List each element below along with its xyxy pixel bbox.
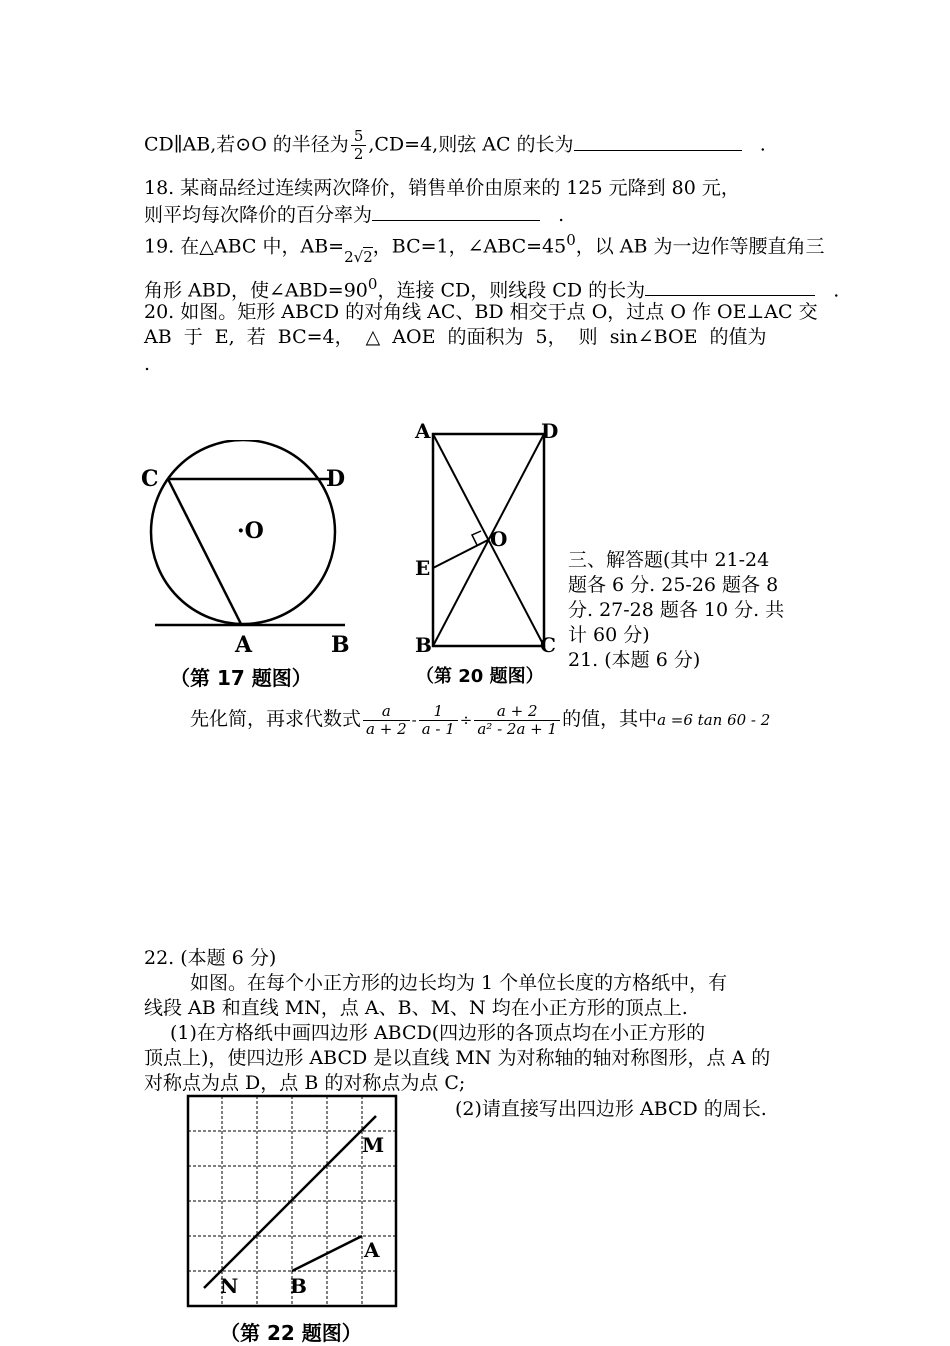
label-m: M [362, 1133, 385, 1157]
label-c: C [540, 633, 556, 657]
label-e: E [415, 556, 431, 580]
q20-line3: . [144, 353, 151, 375]
answer-blank-18[interactable] [372, 202, 540, 221]
label-o: ·O [237, 518, 264, 544]
caption-fig22: （第 22 题图） [220, 1321, 362, 1345]
q17-tail-line: CD∥AB,若⊙O 的半径为 $\frac{5}{2}$ ,CD=4,则弦 AC 的长为 . [144, 127, 766, 163]
label-n: N [220, 1274, 239, 1298]
q21-header: 21. (本题 6 分) [568, 649, 701, 671]
label-b: B [415, 633, 432, 657]
label-d: D [326, 466, 346, 492]
q18-line2: 则平均每次降价的百分率为 . [144, 204, 565, 226]
q22-header: 22. (本题 6 分) [144, 947, 277, 969]
q22-p2: 线段 AB 和直线 MN，点 A、B、M、N 均在小正方形的顶点上. [144, 997, 688, 1019]
right-angle-mark [472, 531, 481, 545]
fraction-2: $\frac{1}{a - 1}$ [419, 703, 458, 738]
chord-ca [168, 479, 241, 624]
label-b: B [331, 632, 350, 658]
section3-line1: 三、解答题(其中 21-24 [568, 549, 770, 571]
label-b: B [290, 1274, 307, 1298]
label-a: A [364, 1238, 380, 1262]
label-c: C [141, 466, 159, 492]
q22-p6: (2)请直接写出四边形 ABCD 的周长. [455, 1098, 767, 1120]
label-a: A [415, 419, 431, 443]
sqrt-expression: 2√2 [344, 248, 373, 267]
caption-fig20: （第 20 题图） [416, 666, 544, 687]
q19-line2: 角形 ABD，使$\angle ABD=90^0$，连接 CD，则线段 CD 的长为 . [144, 275, 840, 302]
section3-line2: 题各 6 分. 25-26 题各 8 [568, 574, 779, 596]
q20-line1: 20. 如图。矩形 ABCD 的对角线 AC、BD 相交于点 O，过点 O 作 OE⊥AC 交 [144, 301, 818, 323]
label-d: D [541, 419, 559, 443]
section3-line4: 计 60 分) [568, 624, 650, 646]
q22-p5: 对称点为点 D，点 B 的对称点为点 C; [144, 1072, 466, 1094]
q20-line2: AB 于 E, 若 BC=4， △ AOE 的面积为 5， 则 sin∠BOE 的值为 [144, 326, 767, 348]
answer-blank-17[interactable] [574, 132, 742, 151]
q18-line1: 18. 某商品经过连续两次降价，销售单价由原来的 125 元降到 80 元， [144, 177, 740, 199]
q22-p4: 顶点上)，使四边形 ABCD 是以直线 MN 为对称轴的轴对称图形，点 A 的 [144, 1047, 771, 1069]
fraction-1: $\frac{a}{a + 2}$ [363, 703, 410, 738]
answer-blank-19[interactable] [645, 277, 815, 296]
line-mn [204, 1116, 376, 1288]
label-o: O [490, 527, 508, 551]
fraction-3: $\frac{a + 2}{\text{a² - 2a + 1}}$ [474, 703, 560, 738]
label-a: A [235, 632, 253, 658]
q22-p1: 如图。在每个小正方形的边长均为 1 个单位长度的方格纸中，有 [190, 972, 728, 994]
q22-p3: (1)在方格纸中画四边形 ABCD(四边形的各顶点均在小正方形的 [170, 1022, 706, 1044]
figure-22 [186, 1094, 400, 1310]
section3-line3: 分. 27-28 题各 10 分. 共 [568, 599, 785, 621]
fraction-5-over-2: $\frac{5}{2}$ [351, 128, 367, 163]
sqrt-symbol: √ [353, 248, 364, 267]
q21-expression: 先化简，再求代数式 $\frac{a}{a + 2}$ - $\frac{1}{a - 1}$ ÷ $\frac{a + 2}{\text{a² - 2a + 1}}$ 的值，其中a =6 tan 60 - 2 [190, 701, 771, 738]
caption-fig17: （第 17 题图） [170, 666, 312, 690]
figure-17 [135, 440, 365, 660]
q19-line1: 19. 在△ABC 中，$AB=_{2√2}$，BC=1，$\angle ABC=45^0$，以 AB 为一边作等腰直角三 [144, 231, 825, 267]
figure-20 [410, 418, 570, 658]
segment-oe [433, 540, 488, 568]
